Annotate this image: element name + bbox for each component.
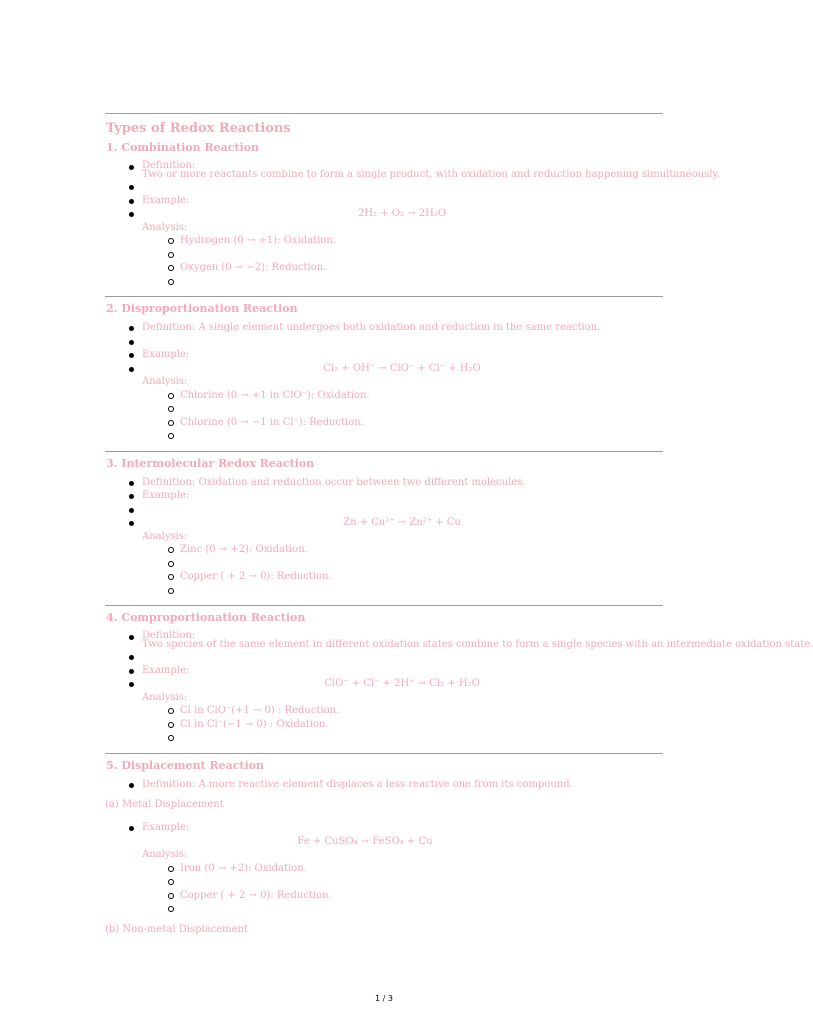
page-number: 1 / 3 [375, 994, 393, 1003]
section-displacement [105, 759, 663, 954]
list-item [105, 584, 663, 598]
bullet-list [105, 160, 721, 221]
definition-label: Definition: [142, 630, 196, 641]
list-item: Copper ( + 2 → 0): Reduction. [105, 889, 663, 903]
list-item: Definition: A single element undergoes both oxidation and reduction in the same reaction. [105, 321, 663, 335]
divider [105, 296, 663, 297]
list-item [105, 731, 663, 745]
bullet-list [105, 821, 663, 835]
definition-label: Definition: [142, 160, 196, 171]
bullet-list [105, 778, 663, 792]
list-item: Example: [105, 348, 663, 362]
section-heading: 1. Combination Reaction [106, 141, 260, 154]
list-item [105, 630, 813, 650]
list-item: Example: [105, 489, 663, 503]
divider [105, 113, 663, 114]
list-item: Definition: Oxidation and reduction occur between two different molecules. [105, 476, 663, 490]
sub-list [105, 862, 663, 916]
list-item: Example: [105, 664, 663, 678]
list-item: Zinc (0 → +2): Oxidation. [105, 543, 663, 557]
list-item [105, 180, 663, 194]
list-item [105, 248, 663, 262]
section-comproportionation [105, 611, 813, 753]
equation: 2H₂ + O₂ → 2H₂O [357, 208, 447, 219]
section-heading: 4. Comproportionation Reaction [106, 611, 306, 624]
section-heading: 2. Disproportionation Reaction [106, 302, 298, 315]
page-title: Types of Redox Reactions [106, 121, 291, 136]
bullet-list [105, 321, 663, 375]
divider [105, 605, 663, 606]
analysis-label: Analysis: [142, 376, 188, 387]
list-item: Example: [105, 194, 663, 208]
sub-list [105, 704, 663, 745]
list-item [105, 516, 663, 530]
section-disproportionation [105, 302, 663, 451]
section-intermolecular [105, 457, 663, 606]
definition-text: Two species of the same element in different oxidation states combine to form a single species with an intermediate oxidation state. [142, 639, 813, 650]
equation: Cl₂ + OH⁻ → ClO⁻ + Cl⁻ + H₂O [323, 362, 481, 374]
analysis-label: Analysis: [142, 849, 188, 860]
analysis-label: Analysis: [142, 691, 188, 703]
equation-row [105, 835, 663, 849]
list-item: Copper ( + 2 → 0): Reduction. [105, 570, 663, 584]
bullet-list [105, 630, 813, 691]
list-item [105, 557, 663, 571]
list-item [105, 503, 663, 517]
divider [105, 451, 663, 452]
sub-list [105, 543, 663, 597]
divider [105, 753, 663, 754]
equation: Fe + CuSO₄ → FeSO₄ + Cu [297, 835, 433, 847]
sub-list [105, 389, 663, 443]
list-item [105, 429, 663, 443]
list-item [105, 362, 663, 376]
list-item: Hydrogen (0 → +1): Oxidation. [105, 234, 663, 248]
list-item: Chlorine (0 → −1 in Cl⁻): Reduction. [105, 416, 663, 430]
list-item [105, 402, 663, 416]
list-item [105, 207, 663, 221]
list-item [105, 275, 663, 289]
list-item: Oxygen (0 → −2): Reduction. [105, 261, 663, 275]
list-item [105, 160, 721, 180]
section-heading: 3. Intermolecular Redox Reaction [106, 456, 315, 470]
list-item [105, 875, 663, 889]
list-item: Chlorine (0 → +1 in ClO⁻): Oxidation. [105, 389, 663, 403]
list-item: Definition: A more reactive element displaces a less reactive one from its compound. [105, 778, 663, 792]
list-item: Cl in Cl⁻(−1 → 0) : Oxidation. [105, 718, 663, 732]
bullet-list [105, 476, 663, 530]
list-item: Example: [105, 821, 663, 835]
equation: ClO⁻ + Cl⁻ + 2H⁺ → Cl₂ + H₂O [324, 678, 480, 689]
section-combination [105, 141, 721, 296]
section-heading: 5. Displacement Reaction [106, 758, 265, 772]
analysis-label: Analysis: [142, 530, 188, 542]
sub-list [105, 234, 663, 288]
list-item: Cl in ClO⁻(+1 → 0) : Reduction. [105, 704, 663, 718]
document-body [105, 113, 813, 954]
definition-text: Two or more reactants combine to form a single product, with oxidation and reduction happening simultaneously. [142, 169, 721, 180]
subheading-nonmetal-displacement: (b) Non-metal Displacement [105, 923, 249, 935]
list-item [105, 650, 663, 664]
analysis-label: Analysis: [142, 221, 188, 233]
list-item [105, 335, 663, 349]
list-item [105, 677, 663, 691]
equation: Zn + Cu²⁺ → Zn²⁺ + Cu [343, 517, 461, 528]
list-item [105, 902, 663, 916]
subheading-metal-displacement: (a) Metal Displacement [105, 799, 224, 810]
list-item: Iron (0 → +2): Oxidation. [105, 862, 663, 876]
